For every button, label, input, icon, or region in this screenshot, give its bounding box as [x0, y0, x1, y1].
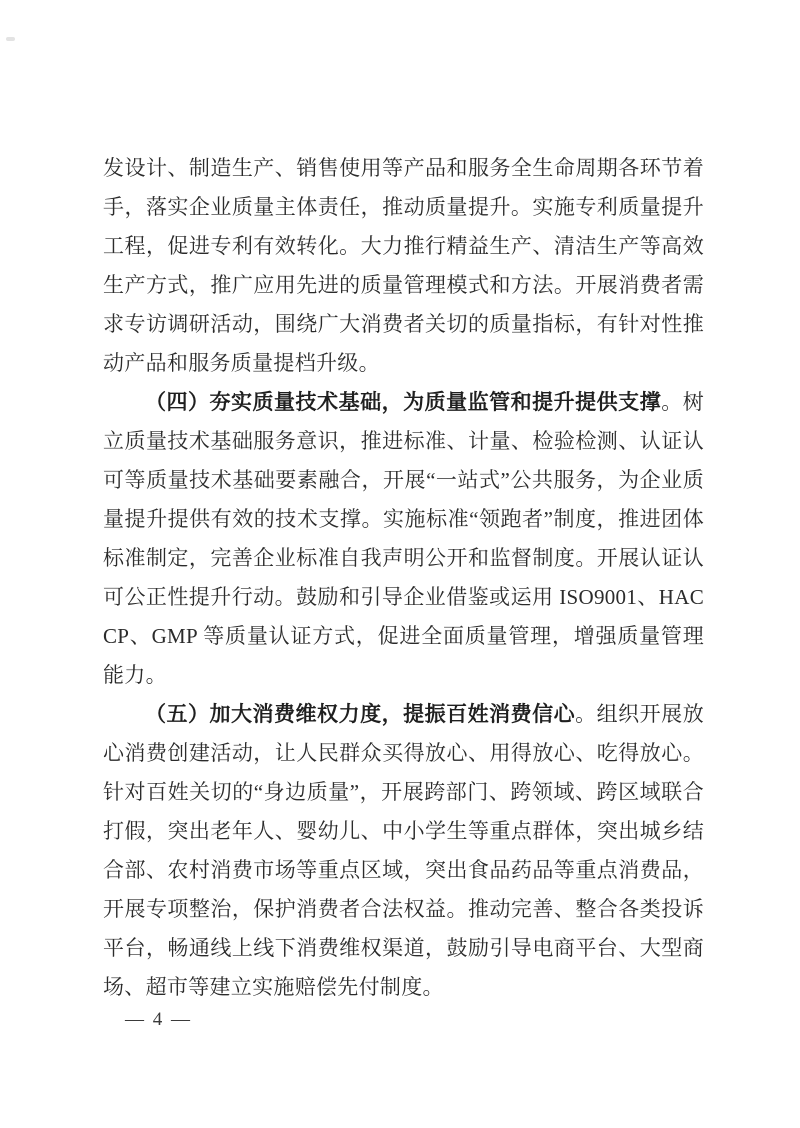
paragraph-heading-text: （五）加大消费维权力度，提振百姓消费信心	[145, 702, 576, 726]
paragraph	[103, 383, 704, 695]
paragraph-body-text: 。组织开展放心消费创建活动，让人民群众买得放心、用得放心、吃得放心。针对百姓关切的“身边质量”，开展跨部门、跨领域、跨区域联合打假，突出老年人、婴幼儿、中小学生等重点群体，突出城乡结合部、农村消费市场等重点区域，突出食品药品等重点消费品，开展专项整治，保护消费者合法权益。推动完善、整合各类投诉平台，畅通线上线下消费维权渠道，鼓励引导电商平台、大型商场、超市等建立实施赔偿先付制度。	[103, 702, 704, 999]
paragraph-body-text: 。树立质量技术基础服务意识，推进标准、计量、检验检测、认证认可等质量技术基础要素融合，开展“一站式”公共服务，为企业质量提升提供有效的技术支撑。实施标准“领跑者”制度，推进团体标准制定，完善企业标准自我声明公开和监督制度。开展认证认可公正性提升行动。鼓励和引导企业借鉴或运用 ISO9001、HACCP、GMP 等质量认证方式，促进全面质量管理，增强质量管理能力。	[103, 390, 704, 687]
page-number: — 4 —	[125, 1009, 192, 1030]
document-body	[103, 149, 704, 1007]
paragraph	[103, 149, 704, 383]
paragraph-body-text: 发设计、制造生产、销售使用等产品和服务全生命周期各环节着手，落实企业质量主体责任，推动质量提升。实施专利质量提升工程，促进专利有效转化。大力推行精益生产、清洁生产等高效生产方式，推广应用先进的质量管理模式和方法。开展消费者需求专访调研活动，围绕广大消费者关切的质量指标，有针对性推动产品和服务质量提档升级。	[103, 156, 704, 375]
scan-artifact	[6, 37, 15, 41]
paragraph	[103, 695, 704, 1007]
paragraph-heading-text: （四）夯实质量技术基础，为质量监管和提升提供支撑	[145, 390, 662, 414]
